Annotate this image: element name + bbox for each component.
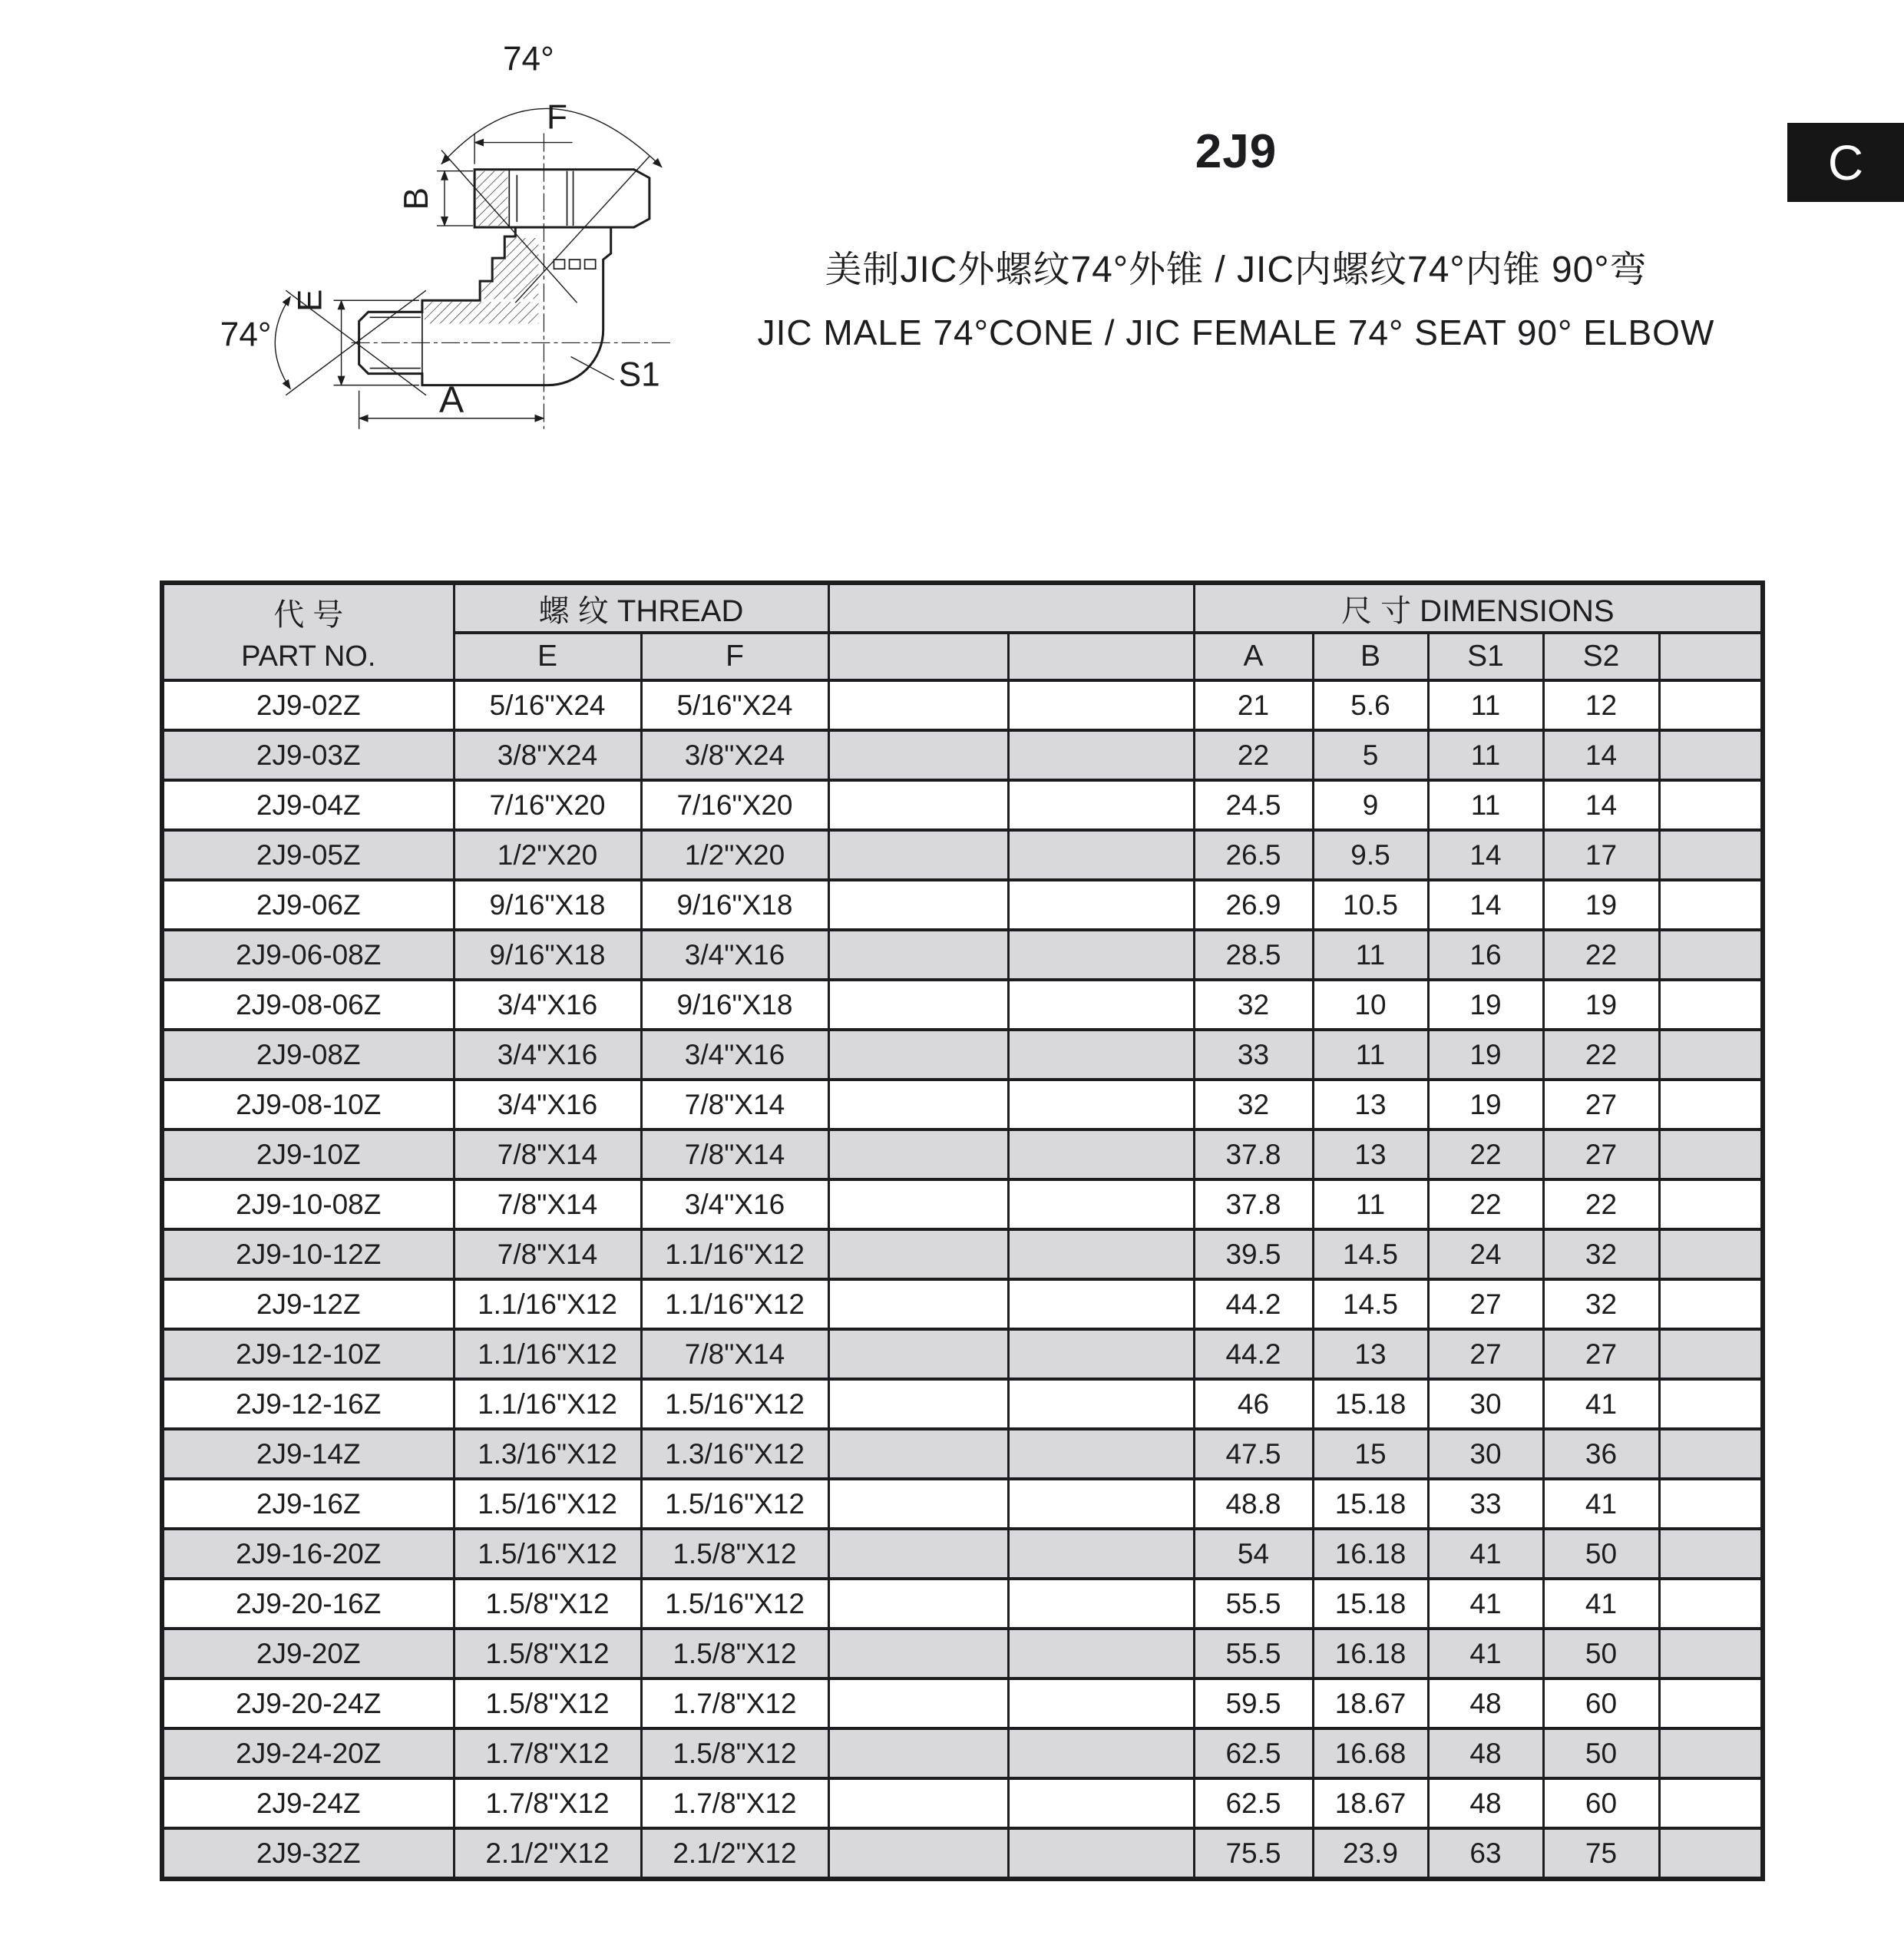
- dim-b-cell: 18.67: [1313, 1778, 1428, 1828]
- table-row: [162, 1728, 1763, 1778]
- thread-e-cell: 1.5/16"X12: [454, 1529, 641, 1579]
- thread-f-cell: 2.1/2"X12: [641, 1828, 828, 1879]
- dim-s1-cell: 27: [1428, 1329, 1543, 1379]
- header-col-s1: S1: [1428, 633, 1543, 680]
- part-no-cell: 2J9-12Z: [162, 1279, 454, 1329]
- header-empty-group: [828, 583, 1194, 633]
- empty-cell: [1659, 1529, 1763, 1579]
- dim-a-cell: 46: [1194, 1379, 1313, 1429]
- dim-b-cell: 9: [1313, 780, 1428, 830]
- dim-s1-cell: 30: [1428, 1379, 1543, 1429]
- dim-s2-cell: 22: [1543, 1179, 1659, 1229]
- empty-cell: [1659, 930, 1763, 980]
- dim-s1-cell: 41: [1428, 1529, 1543, 1579]
- dim-a-cell: 55.5: [1194, 1579, 1313, 1629]
- dim-s1-cell: 14: [1428, 880, 1543, 930]
- dim-b-cell: 16.68: [1313, 1728, 1428, 1778]
- dim-s2-cell: 75: [1543, 1828, 1659, 1879]
- dim-s2-cell: 27: [1543, 1329, 1659, 1379]
- empty-cell: [1659, 1129, 1763, 1179]
- table-row: [162, 1828, 1763, 1879]
- table-row: [162, 1229, 1763, 1279]
- empty-cell: [828, 1529, 1008, 1579]
- header-thread-group: 螺 纹 THREAD: [454, 583, 828, 633]
- dim-b-cell: 11: [1313, 1030, 1428, 1080]
- empty-cell: [1659, 680, 1763, 730]
- empty-cell: [828, 930, 1008, 980]
- part-no-cell: 2J9-02Z: [162, 680, 454, 730]
- dim-s1-cell: 16: [1428, 930, 1543, 980]
- dim-b-cell: 10: [1313, 980, 1428, 1030]
- dim-a-cell: 47.5: [1194, 1429, 1313, 1479]
- dim-s2-cell: 41: [1543, 1579, 1659, 1629]
- thread-e-cell: 1.7/8"X12: [454, 1778, 641, 1828]
- empty-cell: [828, 1728, 1008, 1778]
- dim-b-cell: 13: [1313, 1129, 1428, 1179]
- dim-a-cell: 22: [1194, 730, 1313, 780]
- empty-cell: [1659, 1279, 1763, 1329]
- table-row: [162, 1429, 1763, 1479]
- table-row: [162, 1329, 1763, 1379]
- thread-e-cell: 1/2"X20: [454, 830, 641, 880]
- empty-cell: [1008, 1080, 1194, 1129]
- empty-cell: [828, 1579, 1008, 1629]
- dim-b-cell: 15.18: [1313, 1479, 1428, 1529]
- empty-cell: [1659, 1828, 1763, 1879]
- thread-f-cell: 1.5/16"X12: [641, 1579, 828, 1629]
- header-part-no-en: PART NO.: [241, 640, 376, 673]
- dim-s2-cell: 50: [1543, 1629, 1659, 1679]
- dim-a-cell: 28.5: [1194, 930, 1313, 980]
- header-col-f: F: [641, 633, 828, 680]
- thread-f-cell: 9/16"X18: [641, 880, 828, 930]
- dim-s2-cell: 19: [1543, 880, 1659, 930]
- header-col-b: B: [1313, 633, 1428, 680]
- dim-a-cell: 37.8: [1194, 1179, 1313, 1229]
- dim-s1-cell: 48: [1428, 1778, 1543, 1828]
- empty-cell: [1008, 1828, 1194, 1879]
- part-no-cell: 2J9-08-06Z: [162, 980, 454, 1030]
- thread-f-cell: 9/16"X18: [641, 980, 828, 1030]
- dim-b-cell: 5.6: [1313, 680, 1428, 730]
- dim-s1-cell: 41: [1428, 1579, 1543, 1629]
- dim-s1-cell: 19: [1428, 1080, 1543, 1129]
- empty-cell: [1659, 1080, 1763, 1129]
- dim-s2-cell: 50: [1543, 1728, 1659, 1778]
- table-row: [162, 730, 1763, 780]
- thread-e-cell: 9/16"X18: [454, 880, 641, 930]
- table-row: [162, 1579, 1763, 1629]
- empty-cell: [1659, 1030, 1763, 1080]
- dim-a-cell: 21: [1194, 680, 1313, 730]
- empty-cell: [1659, 980, 1763, 1030]
- empty-cell: [1008, 1279, 1194, 1329]
- dim-label-a: A: [438, 379, 464, 421]
- dim-a-cell: 48.8: [1194, 1479, 1313, 1529]
- empty-cell: [1008, 980, 1194, 1030]
- dim-s2-cell: 41: [1543, 1479, 1659, 1529]
- table-row: [162, 1479, 1763, 1529]
- table-row: [162, 1179, 1763, 1229]
- dim-s1-cell: 48: [1428, 1679, 1543, 1728]
- thread-f-cell: 3/8"X24: [641, 730, 828, 780]
- empty-cell: [828, 1329, 1008, 1379]
- dim-s1-cell: 63: [1428, 1828, 1543, 1879]
- empty-cell: [1008, 830, 1194, 880]
- dim-a-cell: 54: [1194, 1529, 1313, 1579]
- thread-e-cell: 9/16"X18: [454, 930, 641, 980]
- empty-cell: [828, 680, 1008, 730]
- thread-e-cell: 3/8"X24: [454, 730, 641, 780]
- part-no-cell: 2J9-14Z: [162, 1429, 454, 1479]
- empty-cell: [828, 1030, 1008, 1080]
- header-col-s2: S2: [1543, 633, 1659, 680]
- dim-s2-cell: 36: [1543, 1429, 1659, 1479]
- dim-s1-cell: 19: [1428, 1030, 1543, 1080]
- thread-f-cell: 1.5/16"X12: [641, 1479, 828, 1529]
- thread-f-cell: 1.5/8"X12: [641, 1529, 828, 1579]
- dim-s2-cell: 41: [1543, 1379, 1659, 1429]
- table-row: [162, 1379, 1763, 1429]
- header-dimensions-group: 尺 寸 DIMENSIONS: [1194, 583, 1763, 633]
- technical-drawing: [209, 35, 679, 443]
- part-no-cell: 2J9-20-16Z: [162, 1579, 454, 1629]
- dim-s1-cell: 11: [1428, 780, 1543, 830]
- dim-a-cell: 26.5: [1194, 830, 1313, 880]
- empty-cell: [828, 1129, 1008, 1179]
- part-no-cell: 2J9-10-08Z: [162, 1179, 454, 1229]
- table-row: [162, 1778, 1763, 1828]
- dim-s1-cell: 30: [1428, 1429, 1543, 1479]
- dim-a-cell: 32: [1194, 980, 1313, 1030]
- empty-cell: [1008, 1778, 1194, 1828]
- thread-f-cell: 3/4"X16: [641, 1179, 828, 1229]
- empty-cell: [1659, 880, 1763, 930]
- part-no-cell: 2J9-04Z: [162, 780, 454, 830]
- dim-s2-cell: 22: [1543, 1030, 1659, 1080]
- thread-f-cell: 1.1/16"X12: [641, 1229, 828, 1279]
- dim-s2-cell: 27: [1543, 1080, 1659, 1129]
- empty-cell: [828, 1279, 1008, 1329]
- dim-s2-cell: 17: [1543, 830, 1659, 880]
- dim-a-cell: 75.5: [1194, 1828, 1313, 1879]
- dim-b-cell: 5: [1313, 730, 1428, 780]
- thread-e-cell: 1.5/8"X12: [454, 1679, 641, 1728]
- table-row: [162, 1679, 1763, 1728]
- subtitle-chinese: 美制JIC外螺纹74°外锥 / JIC内螺纹74°内锥 90°弯: [825, 250, 1648, 290]
- empty-cell: [828, 1629, 1008, 1679]
- dim-s1-cell: 33: [1428, 1479, 1543, 1529]
- dim-b-cell: 15.18: [1313, 1379, 1428, 1429]
- table-row: [162, 1030, 1763, 1080]
- thread-f-cell: 1.7/8"X12: [641, 1778, 828, 1828]
- part-no-cell: 2J9-03Z: [162, 730, 454, 780]
- empty-cell: [1008, 1229, 1194, 1279]
- dim-s1-cell: 48: [1428, 1728, 1543, 1778]
- part-no-cell: 2J9-12-16Z: [162, 1379, 454, 1429]
- empty-cell: [1008, 780, 1194, 830]
- part-no-cell: 2J9-20Z: [162, 1629, 454, 1679]
- dim-s1-cell: 22: [1428, 1129, 1543, 1179]
- dim-s2-cell: 50: [1543, 1529, 1659, 1579]
- empty-cell: [828, 1778, 1008, 1828]
- dim-label-s1: S1: [618, 356, 660, 394]
- dim-b-cell: 13: [1313, 1080, 1428, 1129]
- spec-table: [160, 580, 1765, 1881]
- empty-cell: [1008, 1529, 1194, 1579]
- section-tab-label: C: [1827, 134, 1864, 190]
- empty-cell: [1008, 930, 1194, 980]
- empty-cell: [1008, 1179, 1194, 1229]
- part-no-cell: 2J9-16-20Z: [162, 1529, 454, 1579]
- dim-label-cone-angle-top: 74°: [502, 40, 554, 78]
- dim-b-cell: 11: [1313, 1179, 1428, 1229]
- thread-f-cell: 1.5/16"X12: [641, 1379, 828, 1429]
- dim-s2-cell: 32: [1543, 1279, 1659, 1329]
- empty-cell: [828, 1179, 1008, 1229]
- empty-cell: [1008, 1379, 1194, 1429]
- empty-cell: [1008, 1728, 1194, 1778]
- dim-a-cell: 26.9: [1194, 880, 1313, 930]
- dim-b-cell: 15.18: [1313, 1579, 1428, 1629]
- dim-label-e: E: [291, 289, 329, 312]
- table-row: [162, 830, 1763, 880]
- empty-cell: [828, 830, 1008, 880]
- part-no-cell: 2J9-10Z: [162, 1129, 454, 1179]
- part-no-cell: 2J9-08-10Z: [162, 1080, 454, 1129]
- thread-f-cell: 1.3/16"X12: [641, 1429, 828, 1479]
- empty-cell: [1659, 1329, 1763, 1379]
- dim-b-cell: 10.5: [1313, 880, 1428, 930]
- dim-s2-cell: 22: [1543, 930, 1659, 980]
- thread-f-cell: 5/16"X24: [641, 680, 828, 730]
- dim-s2-cell: 14: [1543, 730, 1659, 780]
- empty-cell: [1659, 1429, 1763, 1479]
- table-row: [162, 980, 1763, 1030]
- empty-cell: [828, 880, 1008, 930]
- header-part-no: [162, 583, 454, 680]
- empty-cell: [1008, 1679, 1194, 1728]
- empty-cell: [1659, 1179, 1763, 1229]
- empty-cell: [1008, 1329, 1194, 1379]
- subtitle-english: JIC MALE 74°CONE / JIC FEMALE 74° SEAT 90° ELBOW: [757, 313, 1715, 352]
- dim-s2-cell: 32: [1543, 1229, 1659, 1279]
- table-header: [162, 583, 1763, 680]
- table-row: [162, 880, 1763, 930]
- thread-e-cell: 1.3/16"X12: [454, 1429, 641, 1479]
- dim-a-cell: 55.5: [1194, 1629, 1313, 1679]
- empty-cell: [1659, 1579, 1763, 1629]
- dim-b-cell: 23.9: [1313, 1828, 1428, 1879]
- empty-cell: [1008, 1629, 1194, 1679]
- empty-cell: [1659, 1778, 1763, 1828]
- dim-s1-cell: 24: [1428, 1229, 1543, 1279]
- empty-cell: [828, 780, 1008, 830]
- dim-b-cell: 18.67: [1313, 1679, 1428, 1728]
- thread-f-cell: 1.5/8"X12: [641, 1629, 828, 1679]
- empty-cell: [828, 1080, 1008, 1129]
- dim-a-cell: 24.5: [1194, 780, 1313, 830]
- empty-cell: [828, 730, 1008, 780]
- empty-cell: [828, 1828, 1008, 1879]
- empty-cell: [828, 1679, 1008, 1728]
- empty-cell: [1008, 1579, 1194, 1629]
- thread-e-cell: 1.5/8"X12: [454, 1579, 641, 1629]
- dim-s2-cell: 60: [1543, 1778, 1659, 1828]
- dim-label-b: B: [397, 187, 435, 210]
- header-col-empty: [828, 633, 1008, 680]
- empty-cell: [828, 1429, 1008, 1479]
- empty-cell: [1659, 730, 1763, 780]
- thread-e-cell: 3/4"X16: [454, 980, 641, 1030]
- dim-b-cell: 16.18: [1313, 1529, 1428, 1579]
- empty-cell: [828, 1379, 1008, 1429]
- part-no-cell: 2J9-08Z: [162, 1030, 454, 1080]
- product-code: 2J9: [1195, 125, 1278, 178]
- part-no-cell: 2J9-20-24Z: [162, 1679, 454, 1728]
- thread-e-cell: 2.1/2"X12: [454, 1828, 641, 1879]
- empty-cell: [1008, 730, 1194, 780]
- thread-f-cell: 1.7/8"X12: [641, 1679, 828, 1728]
- thread-f-cell: 3/4"X16: [641, 930, 828, 980]
- thread-e-cell: 1.5/16"X12: [454, 1479, 641, 1529]
- thread-f-cell: 1.1/16"X12: [641, 1279, 828, 1329]
- thread-e-cell: 7/8"X14: [454, 1129, 641, 1179]
- thread-e-cell: 1.7/8"X12: [454, 1728, 641, 1778]
- empty-cell: [1659, 780, 1763, 830]
- table-row: [162, 1129, 1763, 1179]
- dim-b-cell: 13: [1313, 1329, 1428, 1379]
- dim-b-cell: 16.18: [1313, 1629, 1428, 1679]
- empty-cell: [828, 980, 1008, 1030]
- dim-s1-cell: 27: [1428, 1279, 1543, 1329]
- empty-cell: [1659, 830, 1763, 880]
- header-col-empty: [1008, 633, 1194, 680]
- dim-a-cell: 62.5: [1194, 1728, 1313, 1778]
- thread-e-cell: 7/8"X14: [454, 1179, 641, 1229]
- thread-e-cell: 3/4"X16: [454, 1080, 641, 1129]
- dim-label-cone-angle-left: 74°: [220, 316, 272, 354]
- empty-cell: [1008, 1129, 1194, 1179]
- table-row: [162, 680, 1763, 730]
- part-no-cell: 2J9-24Z: [162, 1778, 454, 1828]
- dim-b-cell: 11: [1313, 930, 1428, 980]
- dim-s1-cell: 11: [1428, 730, 1543, 780]
- dim-a-cell: 39.5: [1194, 1229, 1313, 1279]
- empty-cell: [1659, 1728, 1763, 1778]
- dim-s2-cell: 27: [1543, 1129, 1659, 1179]
- table-row: [162, 930, 1763, 980]
- part-no-cell: 2J9-05Z: [162, 830, 454, 880]
- header-col-a: A: [1194, 633, 1313, 680]
- empty-cell: [1659, 1479, 1763, 1529]
- empty-cell: [1008, 1479, 1194, 1529]
- thread-f-cell: 1.5/8"X12: [641, 1728, 828, 1778]
- header-col-empty: [1659, 633, 1763, 680]
- dim-a-cell: 32: [1194, 1080, 1313, 1129]
- dim-label-f: F: [546, 98, 567, 137]
- dim-s1-cell: 41: [1428, 1629, 1543, 1679]
- dim-b-cell: 14.5: [1313, 1229, 1428, 1279]
- section-tab: [1787, 123, 1904, 202]
- table-row: [162, 1529, 1763, 1579]
- thread-f-cell: 7/8"X14: [641, 1080, 828, 1129]
- part-no-cell: 2J9-16Z: [162, 1479, 454, 1529]
- part-no-cell: 2J9-12-10Z: [162, 1329, 454, 1379]
- table-body: [162, 680, 1763, 1879]
- thread-e-cell: 1.1/16"X12: [454, 1329, 641, 1379]
- table-row: [162, 780, 1763, 830]
- dim-a-cell: 59.5: [1194, 1679, 1313, 1728]
- dim-s1-cell: 19: [1428, 980, 1543, 1030]
- dim-b-cell: 9.5: [1313, 830, 1428, 880]
- empty-cell: [1659, 1379, 1763, 1429]
- header-col-e: E: [454, 633, 641, 680]
- dim-a-cell: 44.2: [1194, 1279, 1313, 1329]
- dim-b-cell: 14.5: [1313, 1279, 1428, 1329]
- empty-cell: [828, 1229, 1008, 1279]
- part-no-cell: 2J9-06-08Z: [162, 930, 454, 980]
- dim-s1-cell: 14: [1428, 830, 1543, 880]
- dim-a-cell: 62.5: [1194, 1778, 1313, 1828]
- empty-cell: [1008, 1030, 1194, 1080]
- thread-e-cell: 5/16"X24: [454, 680, 641, 730]
- dim-s2-cell: 12: [1543, 680, 1659, 730]
- thread-f-cell: 7/8"X14: [641, 1129, 828, 1179]
- dim-a-cell: 44.2: [1194, 1329, 1313, 1379]
- part-no-cell: 2J9-06Z: [162, 880, 454, 930]
- dim-s1-cell: 22: [1428, 1179, 1543, 1229]
- thread-e-cell: 7/8"X14: [454, 1229, 641, 1279]
- thread-f-cell: 7/16"X20: [641, 780, 828, 830]
- dim-s1-cell: 11: [1428, 680, 1543, 730]
- part-no-cell: 2J9-32Z: [162, 1828, 454, 1879]
- thread-f-cell: 7/8"X14: [641, 1329, 828, 1379]
- dim-s2-cell: 60: [1543, 1679, 1659, 1728]
- table-row: [162, 1279, 1763, 1329]
- empty-cell: [1008, 880, 1194, 930]
- empty-cell: [1659, 1229, 1763, 1279]
- part-no-cell: 2J9-10-12Z: [162, 1229, 454, 1279]
- dim-s2-cell: 14: [1543, 780, 1659, 830]
- dim-b-cell: 15: [1313, 1429, 1428, 1479]
- part-no-cell: 2J9-24-20Z: [162, 1728, 454, 1778]
- thread-f-cell: 1/2"X20: [641, 830, 828, 880]
- empty-cell: [1659, 1629, 1763, 1679]
- empty-cell: [1008, 680, 1194, 730]
- table-row: [162, 1080, 1763, 1129]
- thread-e-cell: 1.1/16"X12: [454, 1379, 641, 1429]
- empty-cell: [1659, 1679, 1763, 1728]
- thread-f-cell: 3/4"X16: [641, 1030, 828, 1080]
- table-row: [162, 1629, 1763, 1679]
- thread-e-cell: 1.5/8"X12: [454, 1629, 641, 1679]
- thread-e-cell: 1.1/16"X12: [454, 1279, 641, 1329]
- dim-a-cell: 37.8: [1194, 1129, 1313, 1179]
- header-part-no-cn: 代 号: [273, 598, 344, 632]
- thread-e-cell: 7/16"X20: [454, 780, 641, 830]
- empty-cell: [1008, 1429, 1194, 1479]
- dim-s2-cell: 19: [1543, 980, 1659, 1030]
- dim-a-cell: 33: [1194, 1030, 1313, 1080]
- thread-e-cell: 3/4"X16: [454, 1030, 641, 1080]
- empty-cell: [828, 1479, 1008, 1529]
